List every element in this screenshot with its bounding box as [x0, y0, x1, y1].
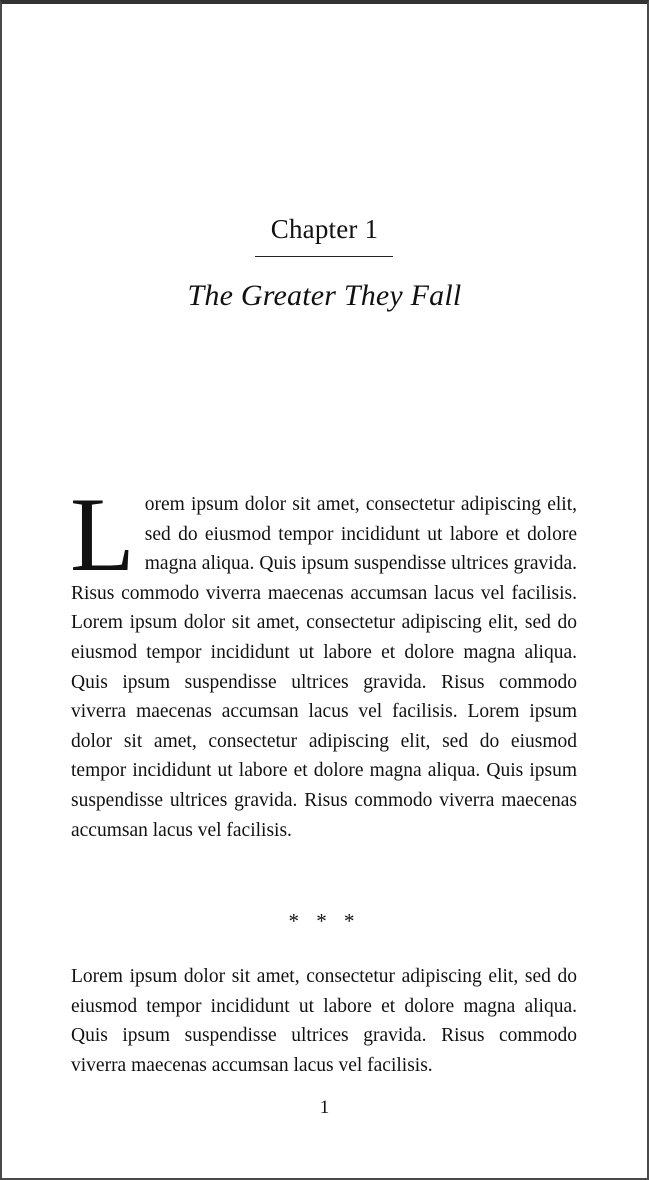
chapter-title: The Greater They Fall	[187, 279, 462, 312]
chapter-divider-rule	[255, 256, 393, 257]
chapter-label: Chapter 1	[270, 214, 379, 244]
page-number: 1	[319, 1097, 330, 1118]
drop-cap-letter: L	[70, 476, 135, 593]
scene-break-asterisks: * * *	[288, 909, 361, 933]
body-paragraph-first	[70, 476, 577, 845]
body-paragraph-first-text: orem ipsum dolor sit amet, consectetur adipiscing elit, sed do eiusmod tempor incididunt ut labore et dolore magna aliqua. Quis ipsum suspendisse ultrices gravida. Risus commodo viverra maecenas accumsan lacus vel facilisis. Lorem ipsum dolor sit amet, consectetur adipiscing elit, sed do eiusmod tempor incididunt ut labore et dolore magna aliqua. Quis ipsum suspendisse ultrices gravida. Risus commodo viverra maecenas accumsan lacus vel facilisis. Lorem ipsum dolor sit amet, consectetur adipiscing elit, sed do eiusmod tempor incididunt ut labore et dolore magna aliqua. Quis ipsum suspendisse ultrices gravida. Risus commodo viverra maecenas accumsan lacus vel facilisis.	[71, 494, 577, 841]
body-paragraph-second: Lorem ipsum dolor sit amet, consectetur adipiscing elit, sed do eiusmod tempor incididunt ut labore et dolore magna aliqua. Quis ipsum suspendisse ultrices gravida. Risus commodo viverra maecenas accumsan lacus vel facilisis.	[71, 966, 577, 1076]
